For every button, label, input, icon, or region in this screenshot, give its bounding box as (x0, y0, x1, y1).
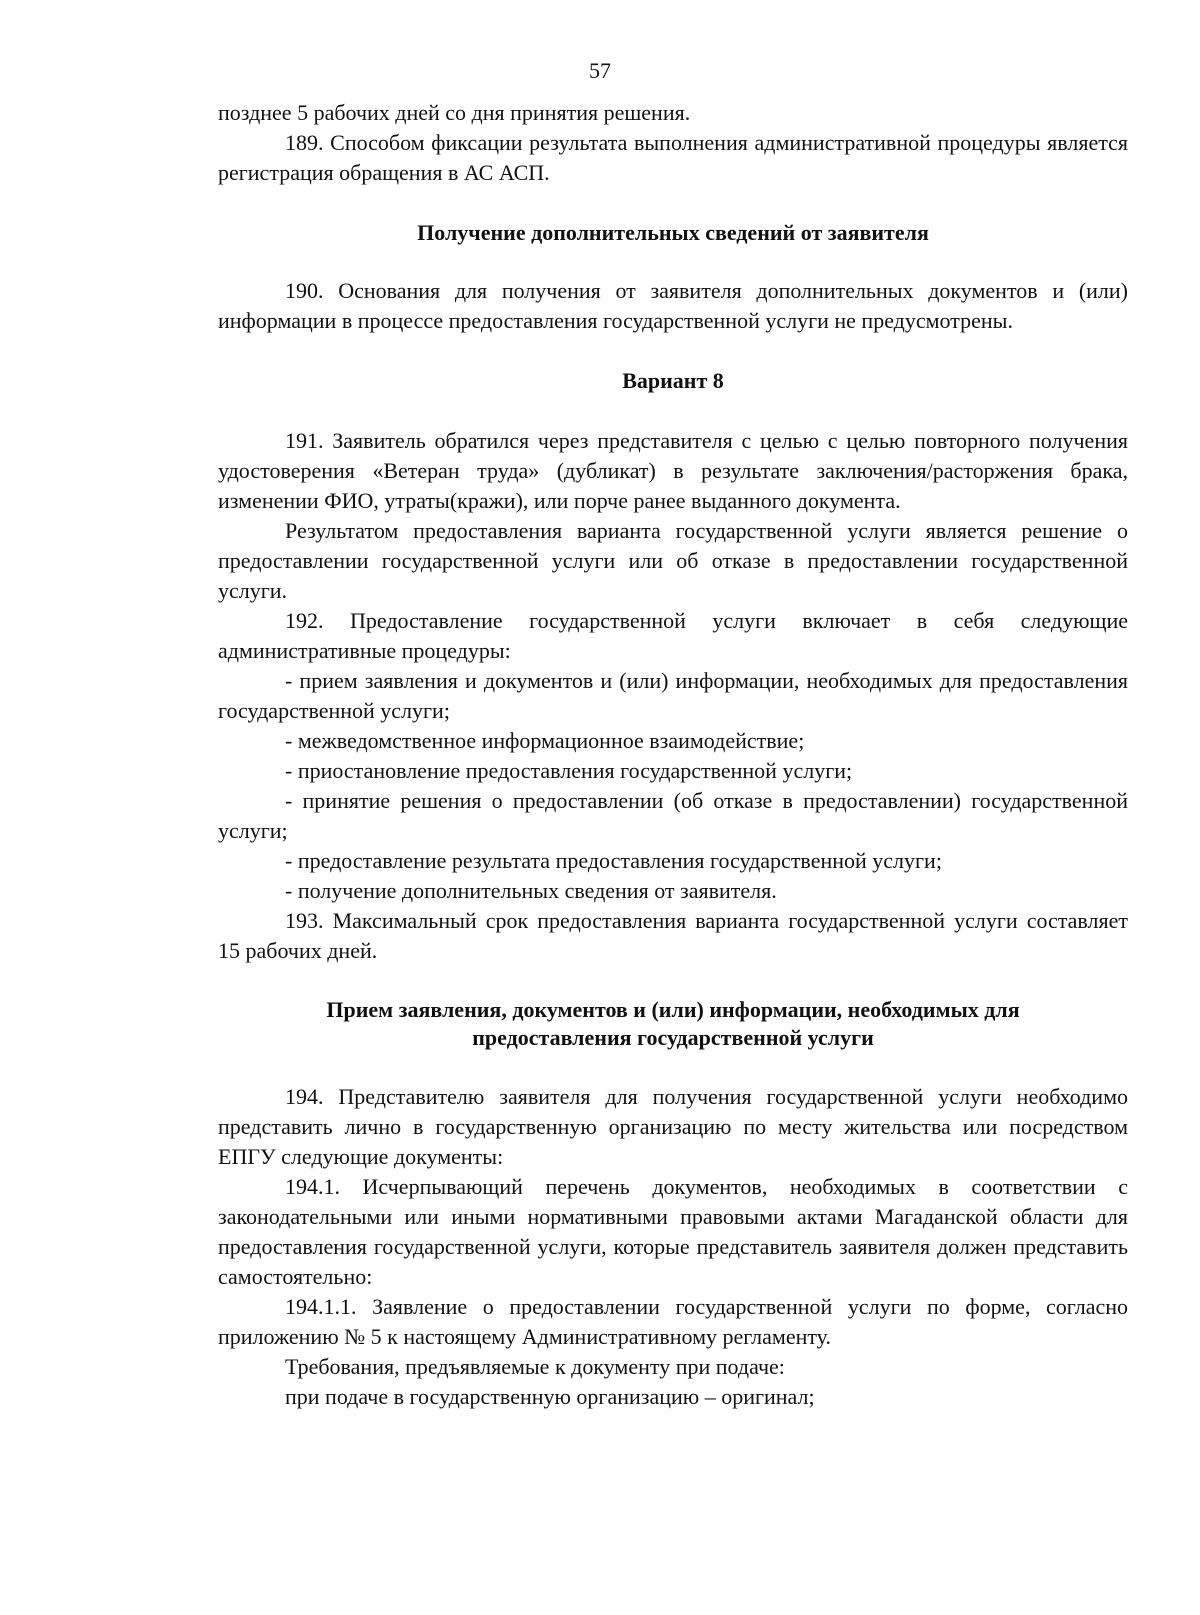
page-number: 57 (589, 58, 611, 83)
list-item: - межведомственное информационное взаимодействие; (285, 728, 805, 753)
paragraph-original: при подаче в государственную организацию – оригинал; (285, 1384, 815, 1409)
paragraph-191-result: Результатом предоставления варианта государственной услуги является решение о предоставлении государственной услуги или об отказе в предоставлении государственной услуги. (218, 518, 1128, 603)
paragraph-requirements: Требования, предъявляемые к документу при подаче: (285, 1354, 785, 1379)
list-item: - получение дополнительных сведения от заявителя. (285, 878, 777, 903)
paragraph-189: 189. Способом фиксации результата выполнения административной процедуры является регистрация обращения в АС АСП. (218, 130, 1128, 185)
paragraph-continuation: позднее 5 рабочих дней со дня принятия решения. (218, 100, 691, 125)
paragraph-190: 190. Основания для получения от заявителя дополнительных документов и (или) информации в процессе предоставления государственной услуги не предусмотрены. (218, 278, 1128, 333)
paragraph-192: 192. Предоставление государственной услуги включает в себя следующие административные процедуры: (218, 608, 1128, 663)
paragraph-193: 193. Максимальный срок предоставления варианта государственной услуги составляет 15 рабочих дней. (218, 908, 1128, 963)
paragraph-194-1: 194.1. Исчерпывающий перечень документов, необходимых в соответствии с законодательными или иными нормативными правовыми актами Магаданской области для предоставления государственной услуги, которые представитель заявителя должен представить самостоятельно: (218, 1174, 1128, 1289)
paragraph-194-1-1: 194.1.1. Заявление о предоставлении государственной услуги по форме, согласно приложению № 5 к настоящему Административному регламенту. (218, 1294, 1128, 1349)
list-item: - приостановление предоставления государственной услуги; (285, 758, 853, 783)
list-item: - прием заявления и документов и (или) информации, необходимых для предоставления государственной услуги; (218, 668, 1128, 723)
list-item: - предоставление результата предоставления государственной услуги; (285, 848, 942, 873)
paragraph-191: 191. Заявитель обратился через представителя с целью с целью повторного получения удостоверения «Ветеран труда» (дубликат) в результате заключения/расторжения брака, изменении ФИО, утраты(кражи), или порче ранее выданного документа. (218, 428, 1128, 513)
heading-reception-line-1: Прием заявления, документов и (или) информации, необходимых для (326, 997, 1020, 1022)
document-body (218, 98, 1128, 1412)
list-item: - принятие решения о предоставлении (об отказе в предоставлении) государственной услуги; (218, 788, 1128, 843)
heading-additional-info: Получение дополнительных сведений от заявителя (417, 220, 929, 245)
paragraph-194: 194. Представителю заявителя для получения государственной услуги необходимо представить лично в государственную организацию по месту жительства или посредством ЕПГУ следующие документы: (218, 1084, 1128, 1169)
heading-variant: Вариант 8 (622, 368, 724, 393)
heading-reception-line-2: предоставления государственной услуги (472, 1025, 874, 1050)
